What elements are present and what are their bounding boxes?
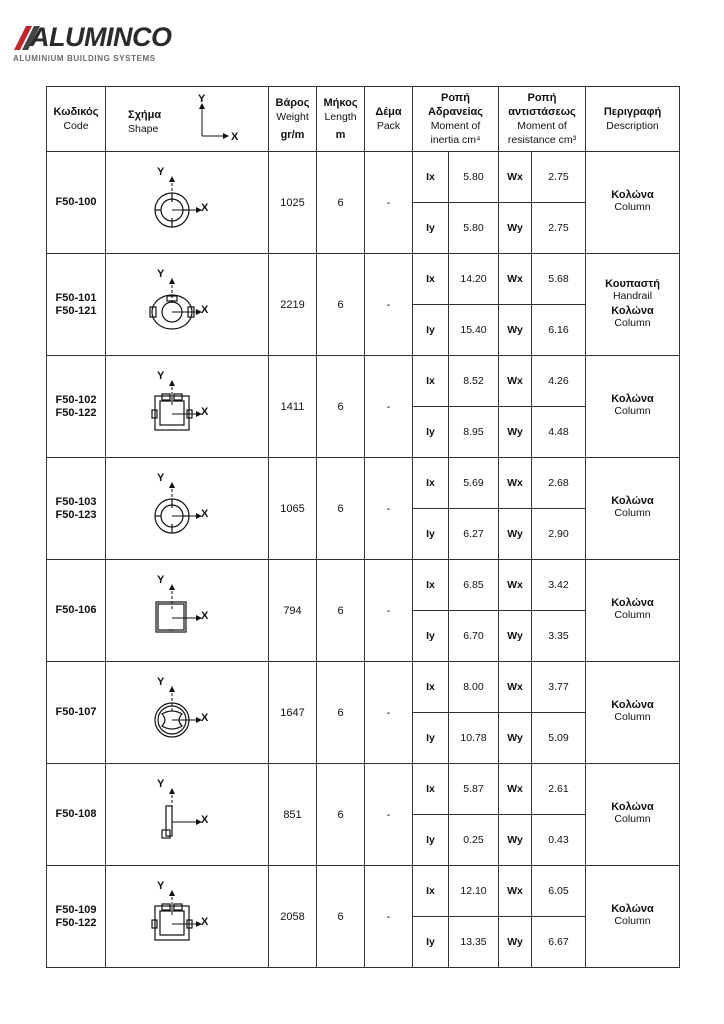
- ix-value: 6.85: [449, 560, 499, 611]
- ix-label: Ix: [413, 356, 449, 407]
- wx-label: Wx: [499, 866, 532, 917]
- pack-cell: -: [365, 254, 413, 356]
- wy-label: Wy: [499, 203, 532, 254]
- iy-value: 6.27: [449, 509, 499, 560]
- weight-cell: 1411: [269, 356, 317, 458]
- length-cell: 6: [317, 662, 365, 764]
- header-length: Μήκος Length m: [317, 87, 365, 152]
- shape-cell: [106, 764, 269, 866]
- weight-cell: 2219: [269, 254, 317, 356]
- ix-value: 5.69: [449, 458, 499, 509]
- description-english: Column: [614, 711, 651, 723]
- axis-y-label: Y: [157, 165, 165, 178]
- code-cell: [47, 254, 106, 356]
- description-english: Column: [614, 405, 651, 417]
- description-cell: [586, 254, 680, 356]
- axis-x-label: X: [201, 711, 209, 724]
- brand-name: ALUMINCO: [30, 22, 172, 52]
- pack-cell: -: [365, 662, 413, 764]
- length-cell: 6: [317, 866, 365, 968]
- wy-label: Wy: [499, 815, 532, 866]
- description-greek: Κουπαστή: [605, 277, 660, 290]
- pack-cell: -: [365, 356, 413, 458]
- axis-x-label: X: [201, 609, 209, 622]
- description-english: Column: [614, 609, 651, 621]
- ix-value: 8.00: [449, 662, 499, 713]
- wy-value: 2.90: [532, 509, 586, 560]
- iy-value: 8.95: [449, 407, 499, 458]
- weight-cell: 1647: [269, 662, 317, 764]
- pack-cell: -: [365, 764, 413, 866]
- ix-value: 5.87: [449, 764, 499, 815]
- product-code: F50-100: [55, 196, 97, 208]
- code-cell: [47, 356, 106, 458]
- handrail-column-profile-icon: [142, 274, 232, 334]
- ix-label: Ix: [413, 866, 449, 917]
- wx-label: Wx: [499, 764, 532, 815]
- iy-value: 0.25: [449, 815, 499, 866]
- wy-label: Wy: [499, 305, 532, 356]
- axis-y-label: Y: [157, 879, 165, 892]
- weight-cell: 1025: [269, 152, 317, 254]
- iy-label: Iy: [413, 611, 449, 662]
- length-cell: 6: [317, 764, 365, 866]
- wy-value: 2.75: [532, 203, 586, 254]
- ix-value: 5.80: [449, 152, 499, 203]
- ix-label: Ix: [413, 662, 449, 713]
- axis-y-label: Y: [157, 267, 165, 280]
- product-code: F50-106: [55, 604, 97, 616]
- square-column-profile-icon: [142, 886, 232, 946]
- square-tube-profile-icon: [142, 580, 232, 640]
- round-grooved-column-profile-icon: [142, 682, 232, 742]
- weight-cell: 2058: [269, 866, 317, 968]
- description-english: Column: [614, 813, 651, 825]
- description-greek: Κολώνα: [611, 597, 654, 609]
- table-row: [47, 662, 680, 713]
- iy-label: Iy: [413, 305, 449, 356]
- axis-x-label: X: [201, 405, 209, 418]
- axis-x-label: X: [201, 915, 209, 928]
- header-shape: Σχήμα Shape Y X: [106, 87, 269, 152]
- header-weight: Βάρος Weight gr/m: [269, 87, 317, 152]
- wy-label: Wy: [499, 917, 532, 968]
- wy-label: Wy: [499, 611, 532, 662]
- iy-value: 5.80: [449, 203, 499, 254]
- length-cell: 6: [317, 152, 365, 254]
- pack-cell: -: [365, 152, 413, 254]
- wx-value: 5.68: [532, 254, 586, 305]
- axis-x-label: X: [201, 813, 209, 826]
- description-cell: [586, 356, 680, 458]
- pack-cell: -: [365, 866, 413, 968]
- description-cell: [586, 458, 680, 560]
- product-code: F50-122: [55, 916, 97, 929]
- wx-label: Wx: [499, 662, 532, 713]
- ix-label: Ix: [413, 458, 449, 509]
- description-greek: Κολώνα: [611, 699, 654, 711]
- shape-cell: [106, 662, 269, 764]
- header-moment-resistance: Ροπή αντιστάσεως Moment of resistance cm³: [499, 87, 586, 152]
- description-cell: [586, 764, 680, 866]
- description-english: Column: [614, 915, 651, 927]
- length-cell: 6: [317, 560, 365, 662]
- wy-label: Wy: [499, 713, 532, 764]
- description-cell: [586, 560, 680, 662]
- description-greek: Κολώνα: [611, 304, 654, 317]
- wx-label: Wx: [499, 356, 532, 407]
- code-cell: [47, 152, 106, 254]
- wx-value: 4.26: [532, 356, 586, 407]
- length-cell: 6: [317, 356, 365, 458]
- shape-cell: [106, 560, 269, 662]
- wy-value: 5.09: [532, 713, 586, 764]
- square-column-profile-icon: [142, 376, 232, 436]
- table-row: [47, 560, 680, 611]
- table-row: [47, 254, 680, 305]
- table-row: [47, 356, 680, 407]
- table-row: [47, 866, 680, 917]
- description-english: Column: [614, 507, 651, 519]
- wx-value: 6.05: [532, 866, 586, 917]
- axis-x-label: X: [201, 201, 209, 214]
- weight-cell: 794: [269, 560, 317, 662]
- shape-cell: [106, 458, 269, 560]
- iy-label: Iy: [413, 713, 449, 764]
- weight-cell: 1065: [269, 458, 317, 560]
- shape-cell: [106, 254, 269, 356]
- header-moment-inertia: Ροπή Αδρανείας Moment of inertia cm⁴: [413, 87, 499, 152]
- wy-value: 6.16: [532, 305, 586, 356]
- iy-value: 13.35: [449, 917, 499, 968]
- description-greek: Κολώνα: [611, 903, 654, 915]
- brand-tagline: ALUMINIUM BUILDING SYSTEMS: [13, 54, 156, 63]
- ix-value: 8.52: [449, 356, 499, 407]
- pack-cell: -: [365, 458, 413, 560]
- code-cell: [47, 662, 106, 764]
- wx-value: 3.42: [532, 560, 586, 611]
- wx-label: Wx: [499, 458, 532, 509]
- table-row: [47, 764, 680, 815]
- ix-label: Ix: [413, 152, 449, 203]
- header-pack: Δέμα Pack: [365, 87, 413, 152]
- iy-value: 15.40: [449, 305, 499, 356]
- ix-value: 12.10: [449, 866, 499, 917]
- length-cell: 6: [317, 458, 365, 560]
- round-column-profile-icon: [142, 478, 232, 538]
- axis-y-label: Y: [157, 573, 165, 586]
- axis-x-label: X: [201, 507, 209, 520]
- header-code: Κωδικός Code: [47, 87, 106, 152]
- iy-label: Iy: [413, 509, 449, 560]
- flat-bar-profile-icon: [142, 784, 232, 844]
- iy-label: Iy: [413, 407, 449, 458]
- product-code: F50-107: [55, 706, 97, 718]
- weight-cell: 851: [269, 764, 317, 866]
- product-code: F50-123: [55, 508, 97, 521]
- wx-value: 2.75: [532, 152, 586, 203]
- description-english: Column: [614, 316, 651, 329]
- ix-label: Ix: [413, 560, 449, 611]
- axis-y-label: Y: [157, 471, 165, 484]
- table-row: [47, 152, 680, 203]
- shape-cell: [106, 866, 269, 968]
- axis-y-label: Y: [157, 369, 165, 382]
- description-english: Handrail: [612, 289, 653, 302]
- code-cell: [47, 458, 106, 560]
- description-cell: [586, 662, 680, 764]
- profile-spec-table: [46, 86, 680, 968]
- wy-value: 6.67: [532, 917, 586, 968]
- wx-label: Wx: [499, 254, 532, 305]
- ix-label: Ix: [413, 764, 449, 815]
- wx-label: Wx: [499, 560, 532, 611]
- description-cell: [586, 866, 680, 968]
- wx-label: Wx: [499, 152, 532, 203]
- product-code: F50-109: [55, 903, 97, 916]
- description-greek: Κολώνα: [611, 393, 654, 405]
- ix-label: Ix: [413, 254, 449, 305]
- wy-value: 3.35: [532, 611, 586, 662]
- iy-value: 10.78: [449, 713, 499, 764]
- product-code: F50-103: [55, 495, 97, 508]
- length-cell: 6: [317, 254, 365, 356]
- wy-label: Wy: [499, 407, 532, 458]
- axis-y-label: Y: [157, 777, 165, 790]
- table-header-row: [47, 87, 680, 152]
- shape-cell: [106, 356, 269, 458]
- description-english: Column: [614, 201, 651, 213]
- ix-value: 14.20: [449, 254, 499, 305]
- header-description: Περιγραφή Description: [586, 87, 680, 152]
- iy-value: 6.70: [449, 611, 499, 662]
- wx-value: 2.61: [532, 764, 586, 815]
- product-code: F50-101: [55, 291, 97, 304]
- description-cell: [586, 152, 680, 254]
- wy-value: 4.48: [532, 407, 586, 458]
- iy-label: Iy: [413, 203, 449, 254]
- description-greek: Κολώνα: [611, 801, 654, 813]
- axis-y-label: Y: [157, 675, 165, 688]
- iy-label: Iy: [413, 815, 449, 866]
- axis-x-label: X: [201, 303, 209, 316]
- shape-cell: [106, 152, 269, 254]
- product-code: F50-102: [55, 393, 97, 406]
- product-code: F50-122: [55, 406, 97, 419]
- code-cell: [47, 764, 106, 866]
- pack-cell: -: [365, 560, 413, 662]
- product-code: F50-108: [55, 808, 97, 820]
- wx-value: 3.77: [532, 662, 586, 713]
- table-row: [47, 458, 680, 509]
- product-code: F50-121: [55, 304, 97, 317]
- code-cell: [47, 866, 106, 968]
- round-column-profile-icon: [142, 172, 232, 232]
- description-greek: Κολώνα: [611, 189, 654, 201]
- wy-value: 0.43: [532, 815, 586, 866]
- description-greek: Κολώνα: [611, 495, 654, 507]
- iy-label: Iy: [413, 917, 449, 968]
- wx-value: 2.68: [532, 458, 586, 509]
- code-cell: [47, 560, 106, 662]
- wy-label: Wy: [499, 509, 532, 560]
